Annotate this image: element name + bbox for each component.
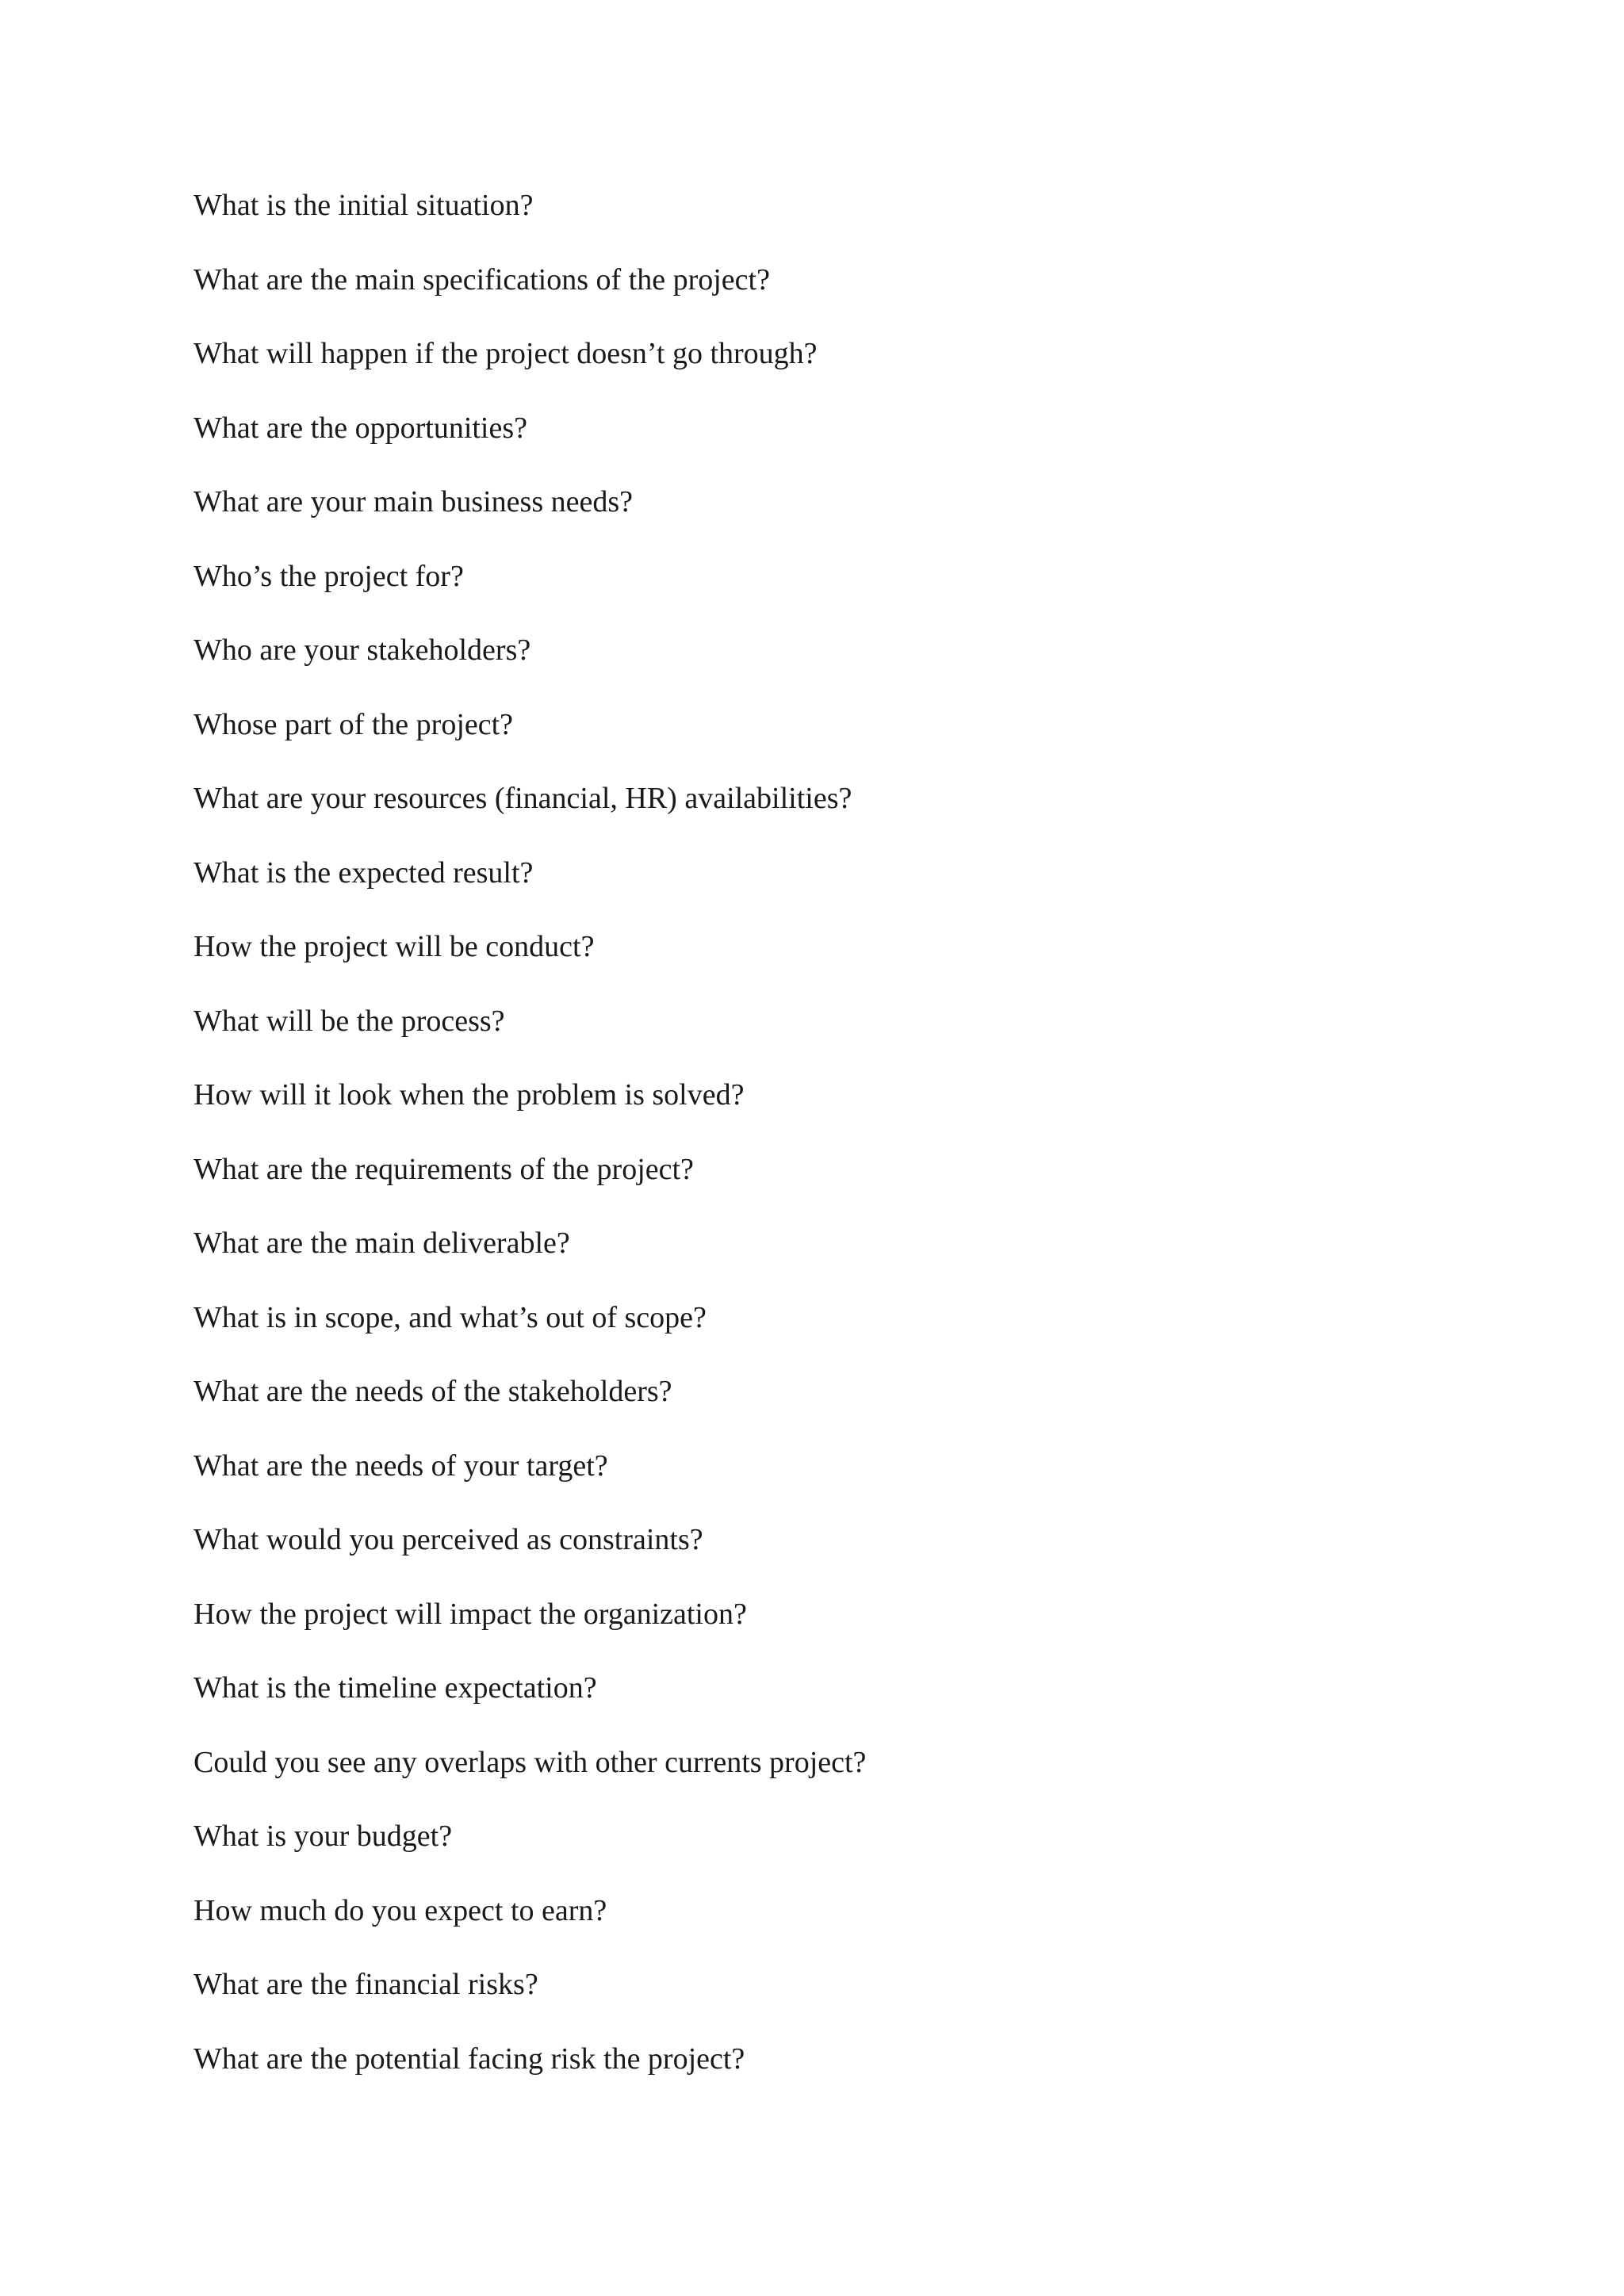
question-list: [193, 187, 866, 2114]
question-item: Who’s the project for?: [193, 559, 464, 593]
question-item: What will happen if the project doesn’t go through?: [193, 337, 818, 370]
question-item: How the project will impact the organization?: [193, 1597, 747, 1631]
question-item: What are the needs of the stakeholders?: [193, 1375, 672, 1408]
question-item: What are your resources (financial, HR) availabilities?: [193, 782, 852, 815]
question-item: How much do you expect to earn?: [193, 1893, 607, 1927]
question-item: Whose part of the project?: [193, 707, 514, 741]
question-item: Could you see any overlaps with other currents project?: [193, 1745, 867, 1779]
question-item: Who are your stakeholders?: [193, 633, 531, 667]
question-item: What are the needs of your target?: [193, 1448, 608, 1483]
question-item: What would you perceived as constraints?: [193, 1523, 703, 1556]
question-item: What are the potential facing risk the project?: [193, 2042, 745, 2076]
question-item: What is in scope, and what’s out of scope?: [193, 1300, 707, 1334]
question-item: What are the financial risks?: [193, 1968, 538, 2001]
question-item: What are the opportunities?: [193, 411, 528, 445]
question-item: What are the requirements of the project?: [193, 1152, 694, 1186]
question-item: What is the timeline expectation?: [193, 1671, 597, 1705]
question-item: What is the initial situation?: [193, 189, 534, 222]
question-item: What will be the process?: [193, 1004, 505, 1038]
question-item: What are the main deliverable?: [193, 1226, 570, 1260]
question-item: How will it look when the problem is solved?: [193, 1078, 745, 1112]
question-item: What is the expected result?: [193, 855, 534, 890]
question-item: What is your budget?: [193, 1820, 453, 1853]
question-item: How the project will be conduct?: [193, 930, 595, 963]
question-item: What are your main business needs?: [193, 485, 633, 519]
question-item: What are the main specifications of the project?: [193, 262, 770, 297]
